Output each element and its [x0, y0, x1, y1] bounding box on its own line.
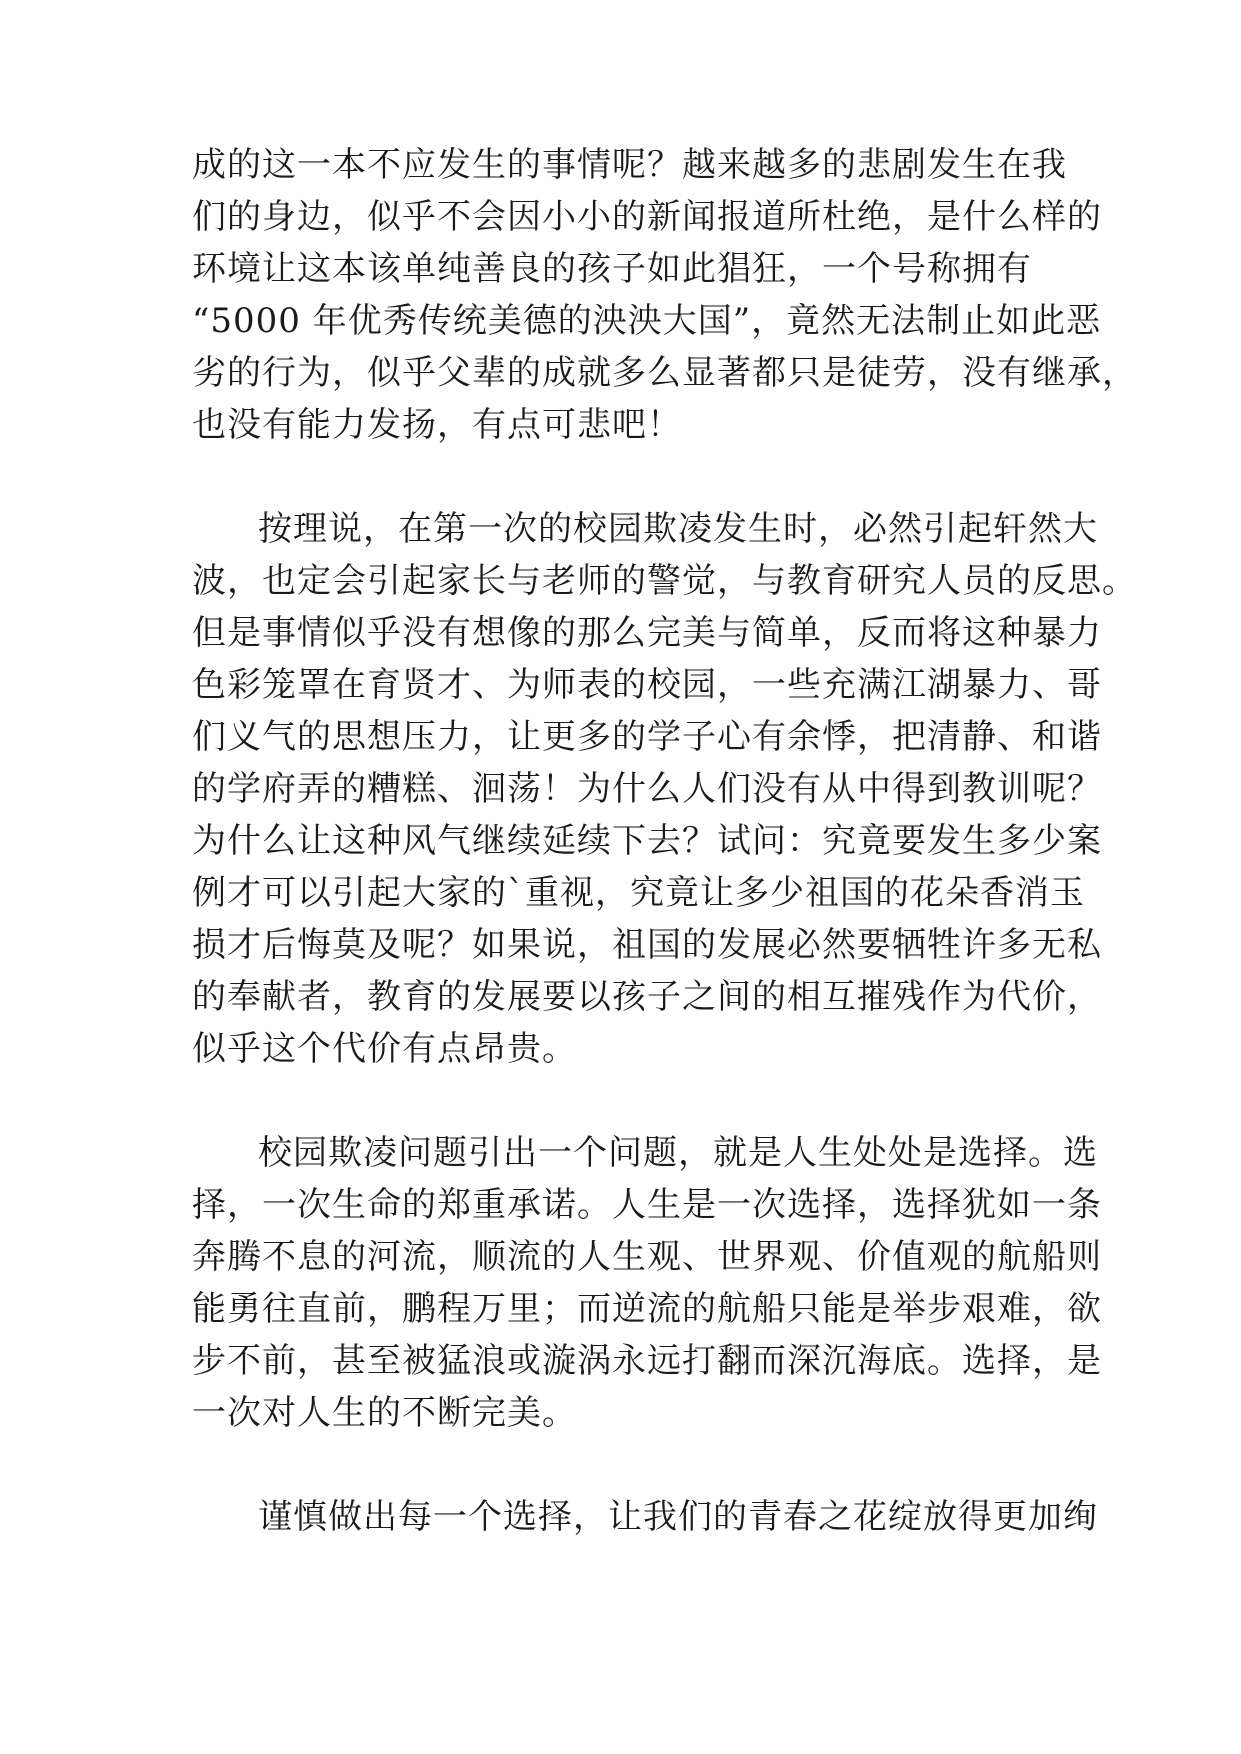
- paragraph-3-line-6: 一次对人生的不断完美。: [192, 1393, 577, 1433]
- paragraph-2-line-1: 按理说，在第一次的校园欺凌发生时，必然引起轩然大: [258, 509, 1098, 549]
- paragraph-1-line-5: 劣的行为，似乎父辈的成就多么显著都只是徒劳，没有继承，: [192, 353, 1137, 393]
- paragraph-1-line-4: “5000 年优秀传统美德的泱泱大国”，竟然无法制止如此恶: [192, 301, 1102, 341]
- paragraph-2-line-11: 似乎这个代价有点昂贵。: [192, 1029, 577, 1069]
- paragraph-2-line-8: 例才可以引起大家的`重视，究竟让多少祖国的花朵香消玉: [192, 873, 1085, 913]
- paragraph-1-line-1: 成的这一本不应发生的事情呢？越来越多的悲剧发生在我: [192, 145, 1067, 185]
- paragraph-2-line-2: 波，也定会引起家长与老师的警觉，与教育研究人员的反思。: [192, 561, 1137, 601]
- paragraph-3-line-5: 步不前，甚至被猛浪或漩涡永远打翻而深沉海底。选择，是: [192, 1341, 1102, 1381]
- paragraph-3-line-4: 能勇往直前，鹏程万里；而逆流的航船只能是举步艰难，欲: [192, 1289, 1102, 1329]
- paragraph-3-line-3: 奔腾不息的河流，顺流的人生观、世界观、价值观的航船则: [192, 1237, 1102, 1277]
- paragraph-2-line-3: 但是事情似乎没有想像的那么完美与简单，反而将这种暴力: [192, 613, 1102, 653]
- paragraph-2-line-9: 损才后悔莫及呢？如果说，祖国的发展必然要牺牲许多无私: [192, 925, 1102, 965]
- paragraph-2-line-4: 色彩笼罩在育贤才、为师表的校园，一些充满江湖暴力、哥: [192, 665, 1102, 705]
- paragraph-2-line-5: 们义气的思想压力，让更多的学子心有余悸，把清静、和谐: [192, 717, 1102, 757]
- paragraph-2-line-7: 为什么让这种风气继续延续下去？试问：究竟要发生多少案: [192, 821, 1102, 861]
- document-page: [192, 0, 1137, 1754]
- paragraph-3-line-1: 校园欺凌问题引出一个问题，就是人生处处是选择。选: [258, 1133, 1098, 1173]
- paragraph-4-line-1: 谨慎做出每一个选择，让我们的青春之花绽放得更加绚: [258, 1497, 1098, 1537]
- paragraph-3-line-2: 择，一次生命的郑重承诺。人生是一次选择，选择犹如一条: [192, 1185, 1102, 1225]
- paragraph-1-line-3: 环境让这本该单纯善良的孩子如此猖狂，一个号称拥有: [192, 249, 1032, 289]
- paragraph-2-line-6: 的学府弄的糟糕、洄荡！为什么人们没有从中得到教训呢？: [192, 769, 1102, 809]
- paragraph-1-line-2: 们的身边，似乎不会因小小的新闻报道所杜绝，是什么样的: [192, 197, 1102, 237]
- paragraph-2-line-10: 的奉献者，教育的发展要以孩子之间的相互摧残作为代价，: [192, 977, 1102, 1017]
- paragraph-1-line-6: 也没有能力发扬，有点可悲吧！: [192, 405, 682, 445]
